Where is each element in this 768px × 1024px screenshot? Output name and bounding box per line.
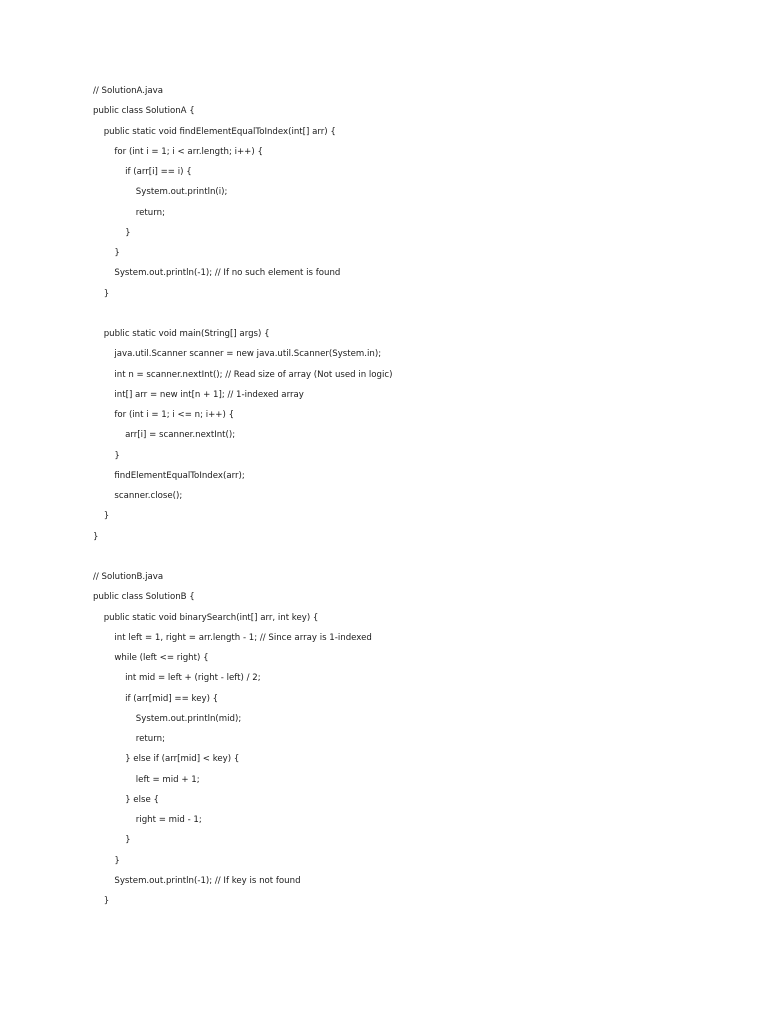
- code-indent: [93, 773, 136, 774]
- code-text: right = mid - 1;: [135, 815, 202, 825]
- code-indent: [93, 793, 125, 794]
- code-line: [93, 84, 392, 104]
- code-text: for (int i = 1; i <= n; i++) {: [114, 410, 235, 420]
- code-line: [93, 874, 392, 894]
- code-text: public static void findElementEqualToIndex(int[] arr) {: [103, 126, 336, 137]
- code-line: [93, 388, 392, 408]
- code-indent: [93, 185, 136, 186]
- code-line: [93, 287, 392, 307]
- code-line: [93, 833, 392, 853]
- code-indent: [93, 752, 125, 753]
- code-indent: [93, 327, 104, 328]
- code-text: }: [125, 835, 131, 846]
- code-indent: [93, 145, 114, 146]
- code-line: [93, 408, 392, 428]
- code-line: [93, 347, 392, 367]
- code-line: [93, 266, 392, 286]
- code-text: }: [114, 450, 120, 461]
- code-text: }: [114, 855, 120, 866]
- code-text: } else {: [125, 794, 159, 805]
- code-line: [93, 469, 392, 489]
- code-indent: [93, 611, 104, 612]
- code-text: System.out.println(mid);: [135, 713, 242, 724]
- code-line: [93, 145, 392, 165]
- code-line: [93, 793, 392, 813]
- code-indent: [93, 206, 136, 207]
- code-line: [93, 104, 392, 124]
- code-line: [93, 712, 392, 732]
- code-text: int n = scanner.nextInt(); // Read size of array (Not used in logic): [114, 369, 393, 380]
- code-text: System.out.println(-1); // If no such element is found: [114, 268, 341, 279]
- code-listing: [93, 84, 392, 914]
- code-line: [93, 428, 392, 448]
- code-line: [93, 631, 392, 651]
- code-line: [93, 530, 392, 550]
- code-indent: [93, 854, 114, 855]
- code-indent: [93, 651, 114, 652]
- code-line: [93, 489, 392, 509]
- code-line: [93, 509, 392, 529]
- code-line: [93, 327, 392, 347]
- code-line: [93, 894, 392, 914]
- code-indent: [93, 671, 125, 672]
- code-indent: [93, 712, 136, 713]
- code-text: public static void binarySearch(int[] arr, int key) {: [103, 612, 319, 623]
- code-indent: [93, 287, 104, 288]
- code-text: int left = 1, right = arr.length - 1; // Since array is 1-indexed: [114, 632, 372, 643]
- code-line: [93, 854, 392, 874]
- code-text: }: [93, 531, 99, 542]
- code-indent: [93, 692, 125, 693]
- code-indent: [93, 894, 104, 895]
- code-indent: [93, 732, 136, 733]
- code-indent: [93, 266, 114, 267]
- code-line: [93, 651, 392, 671]
- code-line: [93, 125, 392, 145]
- code-indent: [93, 125, 104, 126]
- code-line: [93, 449, 392, 469]
- code-text: scanner.close();: [114, 491, 183, 501]
- code-line: [93, 185, 392, 205]
- code-line: [93, 773, 392, 793]
- code-text: arr[i] = scanner.nextInt();: [125, 430, 236, 441]
- code-text: System.out.println(-1); // If key is not found: [114, 875, 301, 886]
- code-indent: [93, 165, 125, 166]
- code-line: [93, 226, 392, 246]
- code-line: [93, 671, 392, 691]
- code-text: while (left <= right) {: [114, 653, 209, 663]
- code-text: }: [103, 896, 110, 906]
- code-text: if (arr[mid] == key) {: [125, 693, 219, 704]
- code-line: [93, 165, 392, 185]
- code-indent: [93, 469, 114, 470]
- code-line: [93, 732, 392, 752]
- code-text: findElementEqualToIndex(arr);: [114, 470, 245, 481]
- code-indent: [93, 813, 136, 814]
- code-line: [93, 570, 392, 590]
- code-indent: [93, 408, 114, 409]
- code-line: [93, 307, 392, 327]
- code-line: [93, 813, 392, 833]
- code-text: public class SolutionA {: [93, 106, 195, 117]
- code-indent: [93, 874, 114, 875]
- code-text: }: [103, 511, 110, 522]
- code-text: int[] arr = new int[n + 1]; // 1-indexed array: [114, 389, 304, 400]
- code-text: } else if (arr[mid] < key) {: [125, 754, 240, 765]
- code-indent: [93, 509, 104, 510]
- code-indent: [93, 833, 125, 834]
- code-text: for (int i = 1; i < arr.length; i++) {: [114, 146, 263, 157]
- code-indent: [93, 347, 114, 348]
- code-indent: [93, 489, 114, 490]
- code-text: System.out.println(i);: [135, 187, 228, 198]
- code-text: }: [125, 227, 131, 238]
- code-text: // SolutionA.java: [93, 86, 163, 96]
- code-line: [93, 246, 392, 266]
- code-text: left = mid + 1;: [135, 774, 200, 785]
- code-indent: [93, 388, 114, 389]
- code-text: return;: [135, 207, 165, 218]
- code-line: [93, 752, 392, 772]
- code-text: java.util.Scanner scanner = new java.util.Scanner(System.in);: [114, 349, 382, 360]
- code-text: }: [114, 248, 120, 258]
- code-indent: [93, 449, 114, 450]
- code-line: [93, 590, 392, 610]
- code-line: [93, 368, 392, 388]
- code-text: // SolutionB.java: [93, 572, 164, 582]
- code-text: public static void main(String[] args) {: [103, 329, 270, 339]
- code-indent: [93, 226, 125, 227]
- code-indent: [93, 428, 125, 429]
- code-indent: [93, 631, 114, 632]
- code-line: [93, 692, 392, 712]
- code-text: if (arr[i] == i) {: [125, 167, 192, 177]
- code-text: public class SolutionB {: [93, 592, 195, 603]
- code-text: int mid = left + (right - left) / 2;: [125, 673, 261, 684]
- code-text: }: [103, 288, 110, 299]
- code-line: [93, 206, 392, 226]
- code-indent: [93, 246, 114, 247]
- code-text: return;: [135, 734, 165, 744]
- code-line: [93, 550, 392, 570]
- code-indent: [93, 368, 114, 369]
- code-line: [93, 611, 392, 631]
